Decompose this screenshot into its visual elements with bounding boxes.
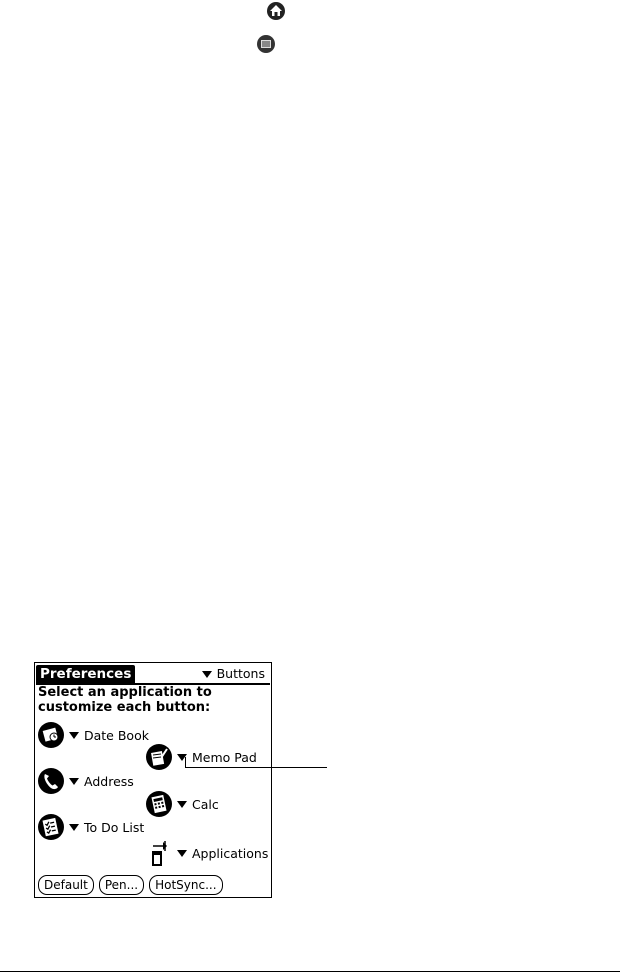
dropdown-arrow-icon <box>177 850 187 857</box>
memo-pad-app-label: Memo Pad <box>192 749 257 765</box>
category-picker[interactable] <box>202 666 265 682</box>
dropdown-arrow-icon <box>69 732 79 739</box>
button-row-address <box>37 767 134 795</box>
button-row-to-do-list <box>37 813 144 841</box>
page-bottom-rule <box>0 971 620 972</box>
date-book-icon <box>37 721 65 749</box>
date-book-app-picker[interactable] <box>69 728 149 743</box>
memo-pad-app-picker[interactable] <box>177 750 257 765</box>
button-row-date-book <box>37 721 149 749</box>
applications-app-picker[interactable] <box>177 846 268 861</box>
instructions-text: Select an application to customize each button: <box>38 685 212 715</box>
find-icon <box>256 34 276 54</box>
preferences-screen <box>34 662 272 898</box>
memo-pad-icon <box>145 743 173 771</box>
button-row-applications <box>145 839 268 867</box>
title-bar <box>35 663 271 685</box>
dropdown-arrow-icon <box>69 824 79 831</box>
button-row-calc <box>145 790 219 818</box>
address-app-picker[interactable] <box>69 774 134 789</box>
default-button[interactable]: Default <box>38 875 94 895</box>
page-title: Preferences <box>36 665 135 683</box>
dropdown-arrow-icon <box>69 778 79 785</box>
to-do-list-app-picker[interactable] <box>69 820 144 835</box>
hotsync-button[interactable]: HotSync... <box>149 875 222 895</box>
dropdown-arrow-icon <box>177 801 187 808</box>
category-label: Buttons <box>216 666 265 681</box>
date-book-app-label: Date Book <box>84 727 149 743</box>
calc-icon <box>145 790 173 818</box>
button-bar <box>38 875 223 895</box>
address-app-label: Address <box>84 773 134 789</box>
applications-icon <box>145 839 173 867</box>
address-icon <box>37 767 65 795</box>
applications-app-label: Applications <box>192 845 269 861</box>
home-icon <box>266 1 286 21</box>
to-do-list-icon <box>37 813 65 841</box>
calc-app-picker[interactable] <box>177 797 219 812</box>
to-do-list-app-label: To Do List <box>84 819 145 835</box>
pen-button[interactable]: Pen... <box>99 875 144 895</box>
callout-leader <box>185 767 327 768</box>
calc-app-label: Calc <box>192 796 219 812</box>
dropdown-arrow-icon <box>202 671 212 678</box>
